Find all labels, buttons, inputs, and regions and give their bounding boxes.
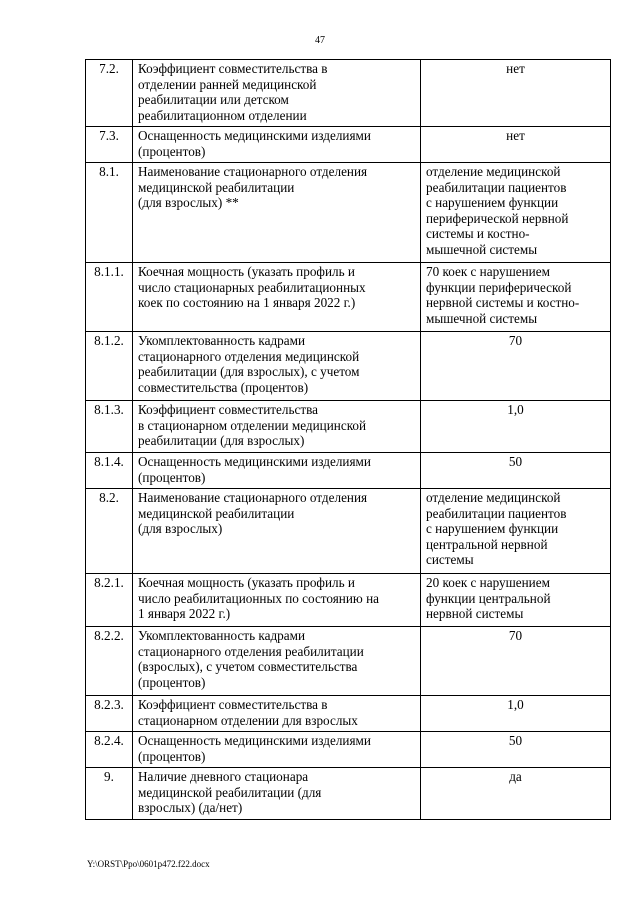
row-number: 8.2.4.: [86, 732, 133, 768]
row-number: 7.3.: [86, 127, 133, 163]
row-number: 8.2.: [86, 489, 133, 574]
indicator-value-line: мышечной системы: [426, 310, 538, 326]
indicator-name-line: медицинской реабилитации (для: [138, 784, 322, 800]
table-row: [86, 453, 611, 489]
indicator-name: [133, 332, 421, 401]
indicator-value: [421, 163, 611, 263]
indicator-value-line: системы и костно-: [426, 226, 530, 242]
indicator-value-line: с нарушением функции: [426, 521, 559, 537]
indicator-value: [421, 60, 611, 127]
indicator-name-line: (процентов): [138, 748, 206, 764]
indicator-value-line: функции периферической: [426, 279, 572, 295]
indicator-value: [421, 627, 611, 696]
table-row: [86, 401, 611, 453]
indicator-name-line: Наименование стационарного отделения: [138, 164, 368, 179]
table-row: [86, 627, 611, 696]
indicator-name-line: (взрослых), с учетом совместительства: [138, 659, 358, 675]
row-number: 8.2.1.: [86, 574, 133, 627]
indicator-name: [133, 768, 421, 820]
indicator-value: [421, 332, 611, 401]
document-table: [85, 59, 611, 820]
indicator-value-line: 1,0: [507, 402, 524, 417]
indicator-name-line: Укомплектованность кадрами: [138, 628, 305, 643]
indicator-value-line: 50: [508, 733, 523, 748]
table-row: [86, 163, 611, 263]
indicator-name-line: Наименование стационарного отделения: [138, 490, 368, 505]
indicator-value-line: функции центральной: [426, 590, 551, 606]
indicator-name-line: реабилитационном отделении: [138, 107, 307, 123]
row-number: 7.2.: [86, 60, 133, 127]
indicator-name: [133, 732, 421, 768]
indicator-name: [133, 574, 421, 627]
indicator-name-line: Коечная мощность (указать профиль и: [138, 575, 355, 590]
indicator-name-line: Коечная мощность (указать профиль и: [138, 264, 355, 279]
indicator-name: [133, 627, 421, 696]
indicator-name-line: стационарном отделении для взрослых: [138, 712, 358, 728]
indicator-name-line: (для взрослых) **: [138, 195, 239, 211]
indicator-name-line: число стационарных реабилитационных: [138, 279, 366, 295]
indicator-value-line: центральной нервной: [426, 536, 548, 552]
indicator-name: [133, 489, 421, 574]
indicator-value-line: 70 коек с нарушением: [426, 264, 550, 279]
indicator-name-line: совместительства (процентов): [138, 379, 309, 395]
indicator-name: [133, 696, 421, 732]
indicator-name-line: стационарного отделения реабилитации: [138, 643, 364, 659]
indicator-name-line: реабилитации (для взрослых), с учетом: [138, 364, 360, 380]
indicator-name-line: 1 января 2022 г.): [138, 606, 231, 622]
indicator-name-line: Коэффициент совместительства: [138, 402, 319, 417]
indicator-name-line: Оснащенность медицинскими изделиями: [138, 454, 371, 469]
row-number: 8.1.4.: [86, 453, 133, 489]
indicator-name-line: (для взрослых): [138, 521, 223, 537]
row-number: 8.2.3.: [86, 696, 133, 732]
indicator-value: [421, 453, 611, 489]
indicator-name-line: Укомплектованность кадрами: [138, 333, 305, 348]
indicator-value-line: 70: [508, 628, 523, 643]
indicator-value-line: да: [509, 769, 522, 784]
table-row: [86, 332, 611, 401]
indicator-name-line: взрослых) (да/нет): [138, 800, 243, 816]
indicator-name-line: Коэффициент совместительства в: [138, 61, 328, 76]
indicator-name-line: реабилитации (для взрослых): [138, 433, 305, 449]
indicator-name: [133, 453, 421, 489]
indicator-value: [421, 401, 611, 453]
indicator-value-line: нет: [506, 128, 525, 143]
page-number: 47: [315, 35, 325, 46]
indicator-name-line: Оснащенность медицинскими изделиями: [138, 128, 371, 143]
table-row: [86, 263, 611, 332]
indicator-value: [421, 127, 611, 163]
indicator-name-line: в стационарном отделении медицинской: [138, 417, 367, 433]
indicator-value-line: реабилитации пациентов: [426, 179, 567, 195]
indicator-name-line: коек по состоянию на 1 января 2022 г.): [138, 295, 356, 311]
indicator-name-line: медицинской реабилитации: [138, 179, 295, 195]
indicator-value-line: 70: [508, 333, 523, 348]
row-number: 8.1.3.: [86, 401, 133, 453]
row-number: 8.1.: [86, 163, 133, 263]
indicator-name: [133, 401, 421, 453]
table-row: [86, 60, 611, 127]
row-number: 8.2.2.: [86, 627, 133, 696]
indicator-name-line: Оснащенность медицинскими изделиями: [138, 733, 371, 748]
indicator-value: [421, 732, 611, 768]
indicator-value-line: 50: [508, 454, 523, 469]
indicator-value-line: периферической нервной: [426, 210, 569, 226]
indicator-value-line: отделение медицинской: [426, 490, 561, 505]
indicator-value-line: нет: [506, 61, 525, 76]
row-number: 8.1.1.: [86, 263, 133, 332]
table-row: [86, 696, 611, 732]
indicator-name: [133, 263, 421, 332]
indicator-value-line: 1,0: [507, 697, 524, 712]
indicator-name-line: число реабилитационных по состоянию на: [138, 590, 379, 606]
table-row: [86, 489, 611, 574]
table-row: [86, 768, 611, 820]
indicator-name-line: (процентов): [138, 469, 206, 485]
indicator-value: [421, 263, 611, 332]
indicator-name: [133, 60, 421, 127]
indicator-value-line: мышечной системы: [426, 241, 538, 257]
indicator-value-line: системы: [426, 552, 474, 568]
row-number: 8.1.2.: [86, 332, 133, 401]
indicator-name-line: реабилитации или детском: [138, 92, 289, 108]
indicator-value: [421, 696, 611, 732]
indicator-name-line: (процентов): [138, 143, 206, 159]
indicator-value-line: отделение медицинской: [426, 164, 561, 179]
indicator-value-line: 20 коек с нарушением: [426, 575, 550, 590]
indicator-value-line: реабилитации пациентов: [426, 505, 567, 521]
indicator-value: [421, 768, 611, 820]
indicator-name-line: медицинской реабилитации: [138, 505, 295, 521]
indicator-name-line: (процентов): [138, 674, 206, 690]
indicator-name-line: отделении ранней медицинской: [138, 76, 317, 92]
table-row: [86, 732, 611, 768]
indicator-value-line: с нарушением функции: [426, 195, 559, 211]
indicator-name-line: стационарного отделения медицинской: [138, 348, 360, 364]
indicator-name: [133, 127, 421, 163]
table-row: [86, 127, 611, 163]
indicator-name-line: Коэффициент совместительства в: [138, 697, 328, 712]
indicator-name-line: Наличие дневного стационара: [138, 769, 309, 784]
table-body: [86, 60, 611, 820]
footer-file-path: Y:\ORST\Ppo\0601p472.f22.docx: [87, 859, 210, 869]
indicator-value-line: нервной системы: [426, 606, 524, 622]
indicator-value: [421, 574, 611, 627]
indicator-value: [421, 489, 611, 574]
row-number: 9.: [86, 768, 133, 820]
indicator-value-line: нервной системы и костно-: [426, 295, 580, 311]
indicator-name: [133, 163, 421, 263]
table-row: [86, 574, 611, 627]
